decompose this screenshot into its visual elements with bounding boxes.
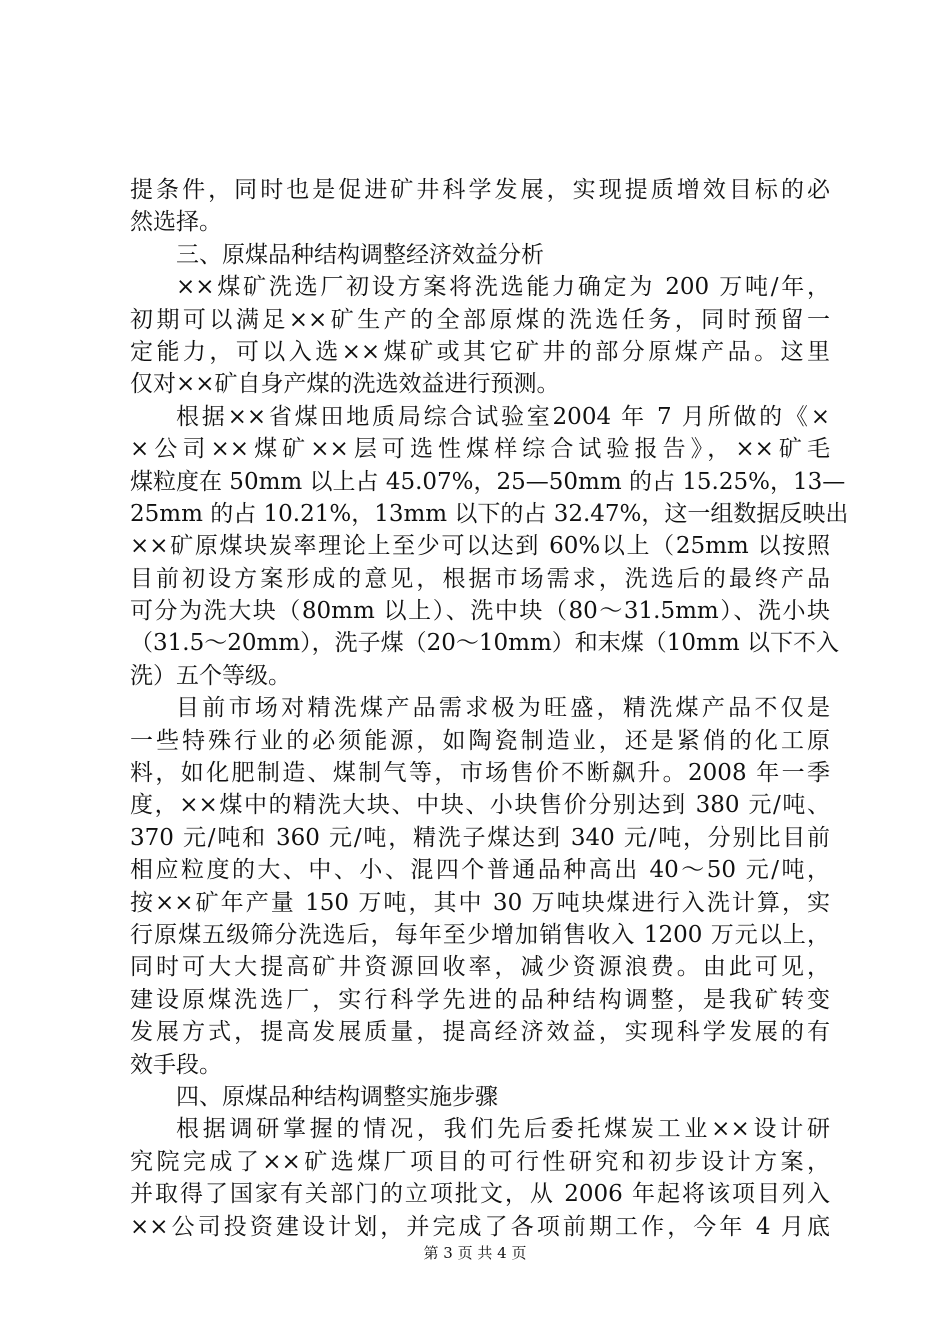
text-line: ××煤矿洗选厂初设方案将洗选能力确定为 200 万吨/年， xyxy=(176,274,830,301)
page-footer: 第 3 页 共 4 页 xyxy=(423,1244,527,1262)
text-line: 25mm 的占 10.21%，13mm 以下的占 32.47%，这一组数据反映出 xyxy=(130,500,849,527)
text-line: 370 元/吨和 360 元/吨，精洗子煤达到 340 元/吨，分别比目前 xyxy=(130,824,830,851)
text-line: 煤粒度在 50mm 以上占 45.07%，25—50mm 的占 15.25%，13— xyxy=(130,468,846,495)
text-line: 度，××煤中的精洗大块、中块、小块售价分别达到 380 元/吨、 xyxy=(130,792,830,819)
text-line: 定能力，可以入选××煤矿或其它矿井的部分原煤产品。这里 xyxy=(130,338,830,365)
text-line: 可分为洗大块（80mm 以上）、洗中块（80～31.5mm）、洗小块 xyxy=(130,598,830,625)
text-line: 相应粒度的大、中、小、混四个普通品种高出 40～50 元/吨， xyxy=(130,857,830,884)
text-line: 同时可大大提高矿井资源回收率，减少资源浪费。由此可见， xyxy=(130,954,830,981)
text-line: 料，如化肥制造、煤制气等，市场售价不断飙升。2008 年一季 xyxy=(130,760,830,787)
text-line: 发展方式，提高发展质量，提高经济效益，实现科学发展的有 xyxy=(130,1019,830,1046)
text-line: 根据××省煤田地质局综合试验室2004 年 7 月所做的《× xyxy=(176,403,830,430)
text-line: 行原煤五级筛分洗选后，每年至少增加销售收入 1200 万元以上， xyxy=(130,921,830,948)
section-heading: 三、原煤品种结构调整经济效益分析 xyxy=(176,241,544,268)
text-line: 洗）五个等级。 xyxy=(130,662,291,689)
text-line: 究院完成了××矿选煤厂项目的可行性研究和初步设计方案， xyxy=(130,1148,830,1175)
text-line: 根据调研掌握的情况，我们先后委托煤炭工业××设计研 xyxy=(176,1116,830,1143)
text-line: 效手段。 xyxy=(130,1051,222,1078)
text-line: 目前市场对精洗煤产品需求极为旺盛，精洗煤产品不仅是 xyxy=(176,695,830,722)
text-line: 按××矿年产量 150 万吨，其中 30 万吨块煤进行入洗计算，实 xyxy=(130,889,830,916)
document-body xyxy=(130,174,849,1243)
text-line: （31.5～20mm），洗子煤（20～10mm）和末煤（10mm 以下不入 xyxy=(130,630,839,657)
section-heading: 四、原煤品种结构调整实施步骤 xyxy=(176,1083,498,1110)
text-line: ××公司投资建设计划，并完成了各项前期工作，今年 4 月底 xyxy=(130,1213,830,1240)
text-line: 仅对××矿自身产煤的洗选效益进行预测。 xyxy=(130,371,560,398)
text-line: ××矿原煤块炭率理论上至少可以达到 60%以上（25mm 以按照 xyxy=(130,533,830,560)
text-line: 提条件，同时也是促进矿井科学发展，实现提质增效目标的必 xyxy=(130,177,830,203)
text-line: 并取得了国家有关部门的立项批文，从 2006 年起将该项目列入 xyxy=(130,1181,830,1208)
text-line: 然选择。 xyxy=(130,209,222,236)
text-line: 建设原煤洗选厂，实行科学先进的品种结构调整，是我矿转变 xyxy=(130,986,830,1013)
text-line: ×公司××煤矿××层可选性煤样综合试验报告》，××矿毛 xyxy=(130,436,830,463)
text-line: 目前初设方案形成的意见，根据市场需求，洗选后的最终产品 xyxy=(130,565,830,592)
text-line: 初期可以满足××矿生产的全部原煤的洗选任务，同时预留一 xyxy=(130,306,830,333)
text-line: 一些特殊行业的必须能源，如陶瓷制造业，还是紧俏的化工原 xyxy=(130,727,830,754)
